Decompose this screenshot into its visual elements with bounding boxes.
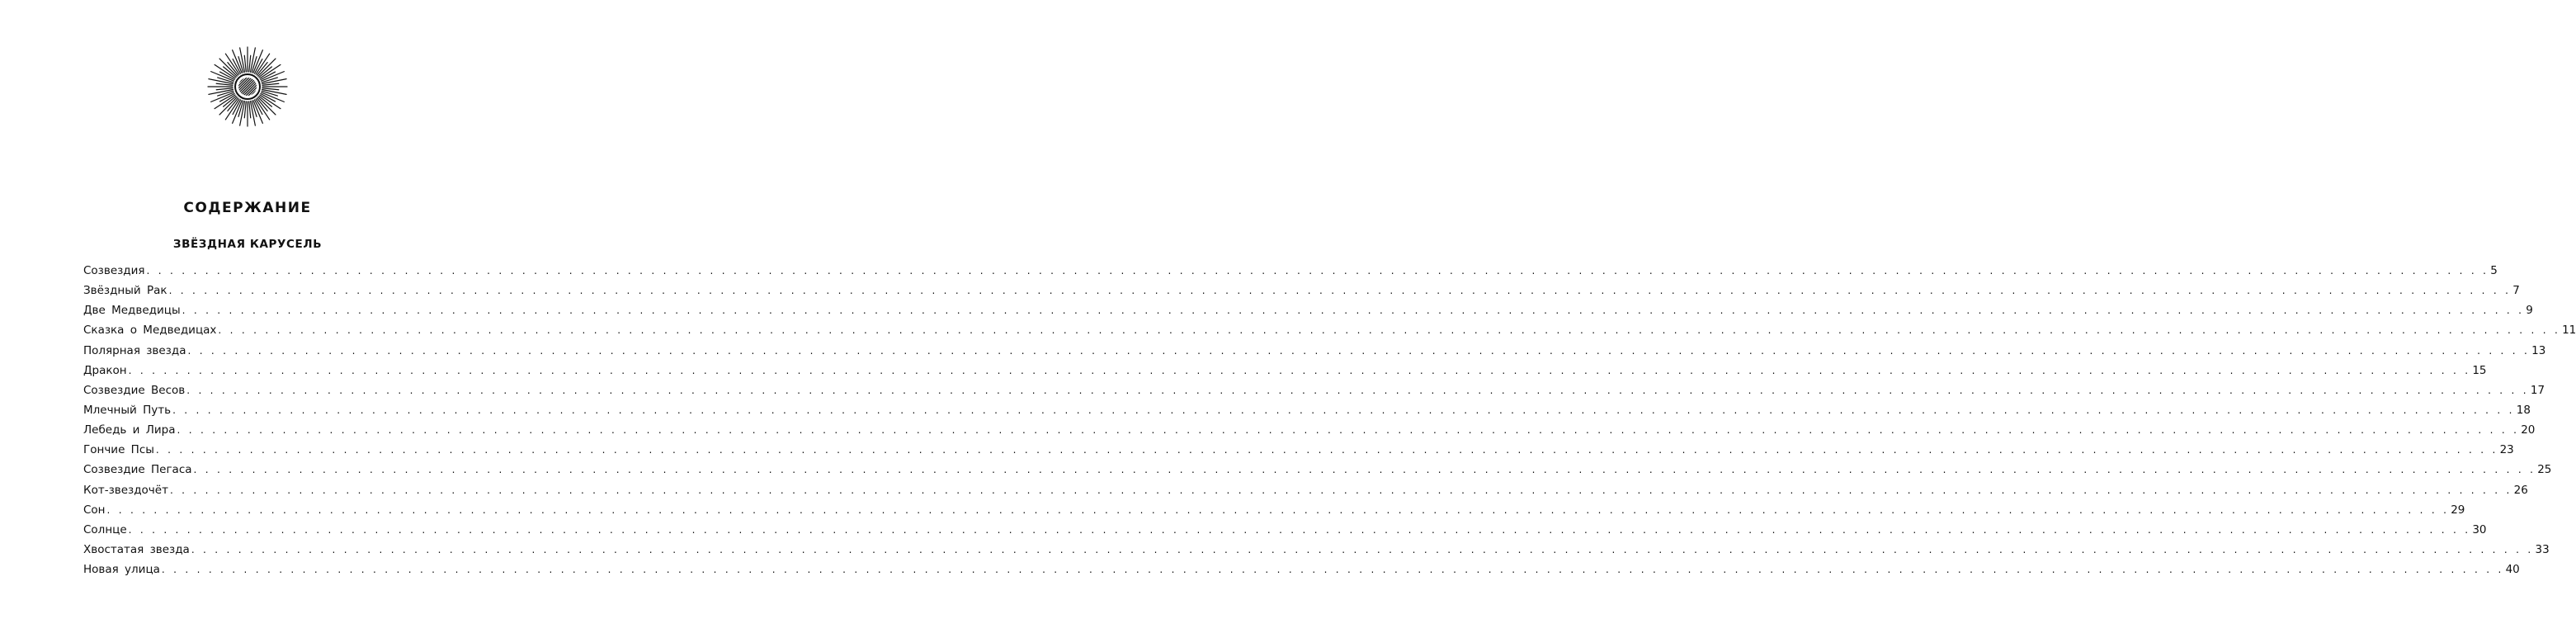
toc-entry-title: Созвездие Весов [83,383,186,397]
dot-leader: . . . . . . . . . . . . . . . . . . . . . . . . . . . . . . . . . . . . . . . . . . . . . . . . . . . . . . . . . . . . . . . . . . . . . . . . . . . . . . . . . . . . . . . . . . . . . . . . . . . . . . . . . . . . . . . . . . . . . . . . . . . . . . . . . . . . . . . . . . . . . . . . . . . . . . . . . . . . . . . . . . . . . . . . . . . . . . . . . . . . . . . . . . . . . . . . . . . . . . . . [191,543,2534,555]
section-title: ЗВЁЗДНАЯ КАРУСЕЛЬ [172,238,323,251]
toc-entry-page: 9 [2526,304,2533,318]
dot-leader: . . . . . . . . . . . . . . . . . . . . . . . . . . . . . . . . . . . . . . . . . . . . . . . . . . . . . . . . . . . . . . . . . . . . . . . . . . . . . . . . . . . . . . . . . . . . . . . . . . . . . . . . . . . . . . . . . . . . . . . . . . . . . . . . . . . . . . . . . . . . . . . . . . . . . . . . . . . . . . . . . . . . . . . . . . . . . . . . . . . . . . . . . . . . . . . . . . . . . . . . [187,344,2531,357]
toc-entry-title: Две Медведицы [83,304,181,318]
toc-entry [83,380,2545,400]
toc-entry-title: Сказка о Медведицах [83,324,217,338]
sun-ray [244,55,246,72]
toc-entry [83,500,2465,520]
toc-entry [83,281,2520,300]
dot-leader: . . . . . . . . . . . . . . . . . . . . . . . . . . . . . . . . . . . . . . . . . . . . . . . . . . . . . . . . . . . . . . . . . . . . . . . . . . . . . . . . . . . . . . . . . . . . . . . . . . . . . . . . . . . . . . . . . . . . . . . . . . . . . . . . . . . . . . . . . . . . . . . . . . . . . . . . . . . . . . . . . . . . . . . . . . . . . . . . . . . . . . . . . . . . . . . . . . . . . . . . [177,424,2520,437]
dot-leader: . . . . . . . . . . . . . . . . . . . . . . . . . . . . . . . . . . . . . . . . . . . . . . . . . . . . . . . . . . . . . . . . . . . . . . . . . . . . . . . . . . . . . . . . . . . . . . . . . . . . . . . . . . . . . . . . . . . . . . . . . . . . . . . . . . . . . . . . . . . . . . . . . . . . . . . . . . . . . . . . . . . . . . . . . . . . . . . . . . . . . . . . . . . . . . . . . . . . . . . . [146,265,2489,276]
toc-entry [83,341,2546,361]
toc-entry-title: Хвостатая звезда [83,542,190,556]
toc-entry-title: Дракон [83,363,127,377]
toc-entry [83,460,2552,480]
toc-entry-page: 40 [2505,563,2520,577]
toc-entry-page: 11 [2562,324,2576,338]
sun-ray [216,88,233,90]
page-title: СОДЕРЖАНИЕ [183,200,312,216]
toc-entry-title: Лебедь и Лира [83,423,176,437]
toc-entry [83,361,2487,380]
toc-entry-title: Млечный Путь [83,403,172,417]
toc-entry-page: 25 [2537,463,2552,477]
toc-entry-page: 23 [2499,443,2514,457]
sun-ray [249,55,251,72]
toc-entry-page: 7 [2512,284,2520,298]
toc-entry [83,540,2550,560]
toc-entry-title: Кот-звездочёт [83,483,168,497]
dot-leader: . . . . . . . . . . . . . . . . . . . . . . . . . . . . . . . . . . . . . . . . . . . . . . . . . . . . . . . . . . . . . . . . . . . . . . . . . . . . . . . . . . . . . . . . . . . . . . . . . . . . . . . . . . . . . . . . . . . . . . . . . . . . . . . . . . . . . . . . . . . . . . . . . . . . . . . . . . . . . . . . . . . . . . . . . . . . . . . . . . . . . . . . . . . . . . . . . . . . . . . . [168,285,2512,297]
toc-entry-title: Созвездия [83,264,145,277]
toc-entry-page: 13 [2531,343,2546,357]
dot-leader: . . . . . . . . . . . . . . . . . . . . . . . . . . . . . . . . . . . . . . . . . . . . . . . . . . . . . . . . . . . . . . . . . . . . . . . . . . . . . . . . . . . . . . . . . . . . . . . . . . . . . . . . . . . . . . . . . . . . . . . . . . . . . . . . . . . . . . . . . . . . . . . . . . . . . . . . . . . . . . . . . . . . . . . . . . . . . . . . . . . . . . . . . . . . . . . . . . . . . . . . [182,305,2525,317]
dot-leader: . . . . . . . . . . . . . . . . . . . . . . . . . . . . . . . . . . . . . . . . . . . . . . . . . . . . . . . . . . . . . . . . . . . . . . . . . . . . . . . . . . . . . . . . . . . . . . . . . . . . . . . . . . . . . . . . . . . . . . . . . . . . . . . . . . . . . . . . . . . . . . . . . . . . . . . . . . . . . . . . . . . . . . . . . . . . . . . . . . . . . . . . . . . . . . . . . . . . . . . . [172,404,2515,416]
toc-entry [83,520,2487,540]
toc-entry [83,261,2498,281]
toc-entry-page: 20 [2521,423,2536,437]
toc-entry-title: Звёздный Рак [83,284,167,298]
dot-leader: . . . . . . . . . . . . . . . . . . . . . . . . . . . . . . . . . . . . . . . . . . . . . . . . . . . . . . . . . . . . . . . . . . . . . . . . . . . . . . . . . . . . . . . . . . . . . . . . . . . . . . . . . . . . . . . . . . . . . . . . . . . . . . . . . . . . . . . . . . . . . . . . . . . . . . . . . . . . . . . . . . . . . . . . . . . . . . . . . . . . . . . . . . . . . . . . . . . . . . . . [169,484,2512,496]
sun-ray [244,102,246,118]
toc-entry-title: Сон [83,503,106,517]
toc-entry-page: 26 [2513,483,2528,497]
toc-entry [83,300,2533,320]
dot-leader: . . . . . . . . . . . . . . . . . . . . . . . . . . . . . . . . . . . . . . . . . . . . . . . . . . . . . . . . . . . . . . . . . . . . . . . . . . . . . . . . . . . . . . . . . . . . . . . . . . . . . . . . . . . . . . . . . . . . . . . . . . . . . . . . . . . . . . . . . . . . . . . . . . . . . . . . . . . . . . . . . . . . . . . . . . . . . . . . . . . . . . . . . . . . . . . . . . . . . . . . [128,523,2471,536]
toc-entry-page: 17 [2530,383,2545,397]
toc-entry [83,560,2520,579]
dot-leader: . . . . . . . . . . . . . . . . . . . . . . . . . . . . . . . . . . . . . . . . . . . . . . . . . . . . . . . . . . . . . . . . . . . . . . . . . . . . . . . . . . . . . . . . . . . . . . . . . . . . . . . . . . . . . . . . . . . . . . . . . . . . . . . . . . . . . . . . . . . . . . . . . . . . . . . . . . . . . . . . . . . . . . . . . . . . . . . . . . . . . . . . . . . . . . . . . . . . . . . . [193,464,2536,476]
sun-ray [262,88,279,90]
toc-entry [83,420,2536,440]
dot-leader: . . . . . . . . . . . . . . . . . . . . . . . . . . . . . . . . . . . . . . . . . . . . . . . . . . . . . . . . . . . . . . . . . . . . . . . . . . . . . . . . . . . . . . . . . . . . . . . . . . . . . . . . . . . . . . . . . . . . . . . . . . . . . . . . . . . . . . . . . . . . . . . . . . . . . . . . . . . . . . . . . . . . . . . . . . . . . . . . . . . . . . . . . . . . . . . . . . . . . . . . [218,324,2561,337]
toc-entry-title: Солнце [83,522,127,536]
dot-leader: . . . . . . . . . . . . . . . . . . . . . . . . . . . . . . . . . . . . . . . . . . . . . . . . . . . . . . . . . . . . . . . . . . . . . . . . . . . . . . . . . . . . . . . . . . . . . . . . . . . . . . . . . . . . . . . . . . . . . . . . . . . . . . . . . . . . . . . . . . . . . . . . . . . . . . . . . . . . . . . . . . . . . . . . . . . . . . . . . . . . . . . . . . . . . . . . . . . . . . . . [155,444,2498,456]
toc-entry-page: 30 [2472,522,2487,536]
toc-entry-title: Созвездие Пегаса [83,463,192,477]
toc-entry-page: 33 [2535,542,2550,556]
sun-ray [216,83,233,85]
sun-icon [206,45,289,128]
toc-entry [83,320,2576,340]
dot-leader: . . . . . . . . . . . . . . . . . . . . . . . . . . . . . . . . . . . . . . . . . . . . . . . . . . . . . . . . . . . . . . . . . . . . . . . . . . . . . . . . . . . . . . . . . . . . . . . . . . . . . . . . . . . . . . . . . . . . . . . . . . . . . . . . . . . . . . . . . . . . . . . . . . . . . . . . . . . . . . . . . . . . . . . . . . . . . . . . . . . . . . . . . . . . . . . . . . . . . . . . [128,364,2471,376]
sun-ray [262,83,279,85]
toc-entry-page: 29 [2451,503,2465,517]
toc-entry [83,400,2531,420]
toc-entry [83,440,2514,460]
sun-ray [249,102,251,118]
toc-entry-page: 5 [2490,264,2498,277]
toc-entry-page: 15 [2472,363,2487,377]
table-of-contents [83,261,2576,579]
dot-leader: . . . . . . . . . . . . . . . . . . . . . . . . . . . . . . . . . . . . . . . . . . . . . . . . . . . . . . . . . . . . . . . . . . . . . . . . . . . . . . . . . . . . . . . . . . . . . . . . . . . . . . . . . . . . . . . . . . . . . . . . . . . . . . . . . . . . . . . . . . . . . . . . . . . . . . . . . . . . . . . . . . . . . . . . . . . . . . . . . . . . . . . . . . . . . . . . . . . . . . . . [161,564,2504,576]
toc-entry-page: 18 [2516,403,2531,417]
toc-entry-title: Гончие Псы [83,443,154,457]
dot-leader: . . . . . . . . . . . . . . . . . . . . . . . . . . . . . . . . . . . . . . . . . . . . . . . . . . . . . . . . . . . . . . . . . . . . . . . . . . . . . . . . . . . . . . . . . . . . . . . . . . . . . . . . . . . . . . . . . . . . . . . . . . . . . . . . . . . . . . . . . . . . . . . . . . . . . . . . . . . . . . . . . . . . . . . . . . . . . . . . . . . . . . . . . . . . . . . . . . . . . . . . [186,384,2529,396]
dot-leader: . . . . . . . . . . . . . . . . . . . . . . . . . . . . . . . . . . . . . . . . . . . . . . . . . . . . . . . . . . . . . . . . . . . . . . . . . . . . . . . . . . . . . . . . . . . . . . . . . . . . . . . . . . . . . . . . . . . . . . . . . . . . . . . . . . . . . . . . . . . . . . . . . . . . . . . . . . . . . . . . . . . . . . . . . . . . . . . . . . . . . . . . . . . . . . . . . . . . . . . . [106,503,2450,516]
toc-entry [83,480,2528,500]
toc-entry-title: Полярная звезда [83,343,186,357]
toc-entry-title: Новая улица [83,563,160,577]
